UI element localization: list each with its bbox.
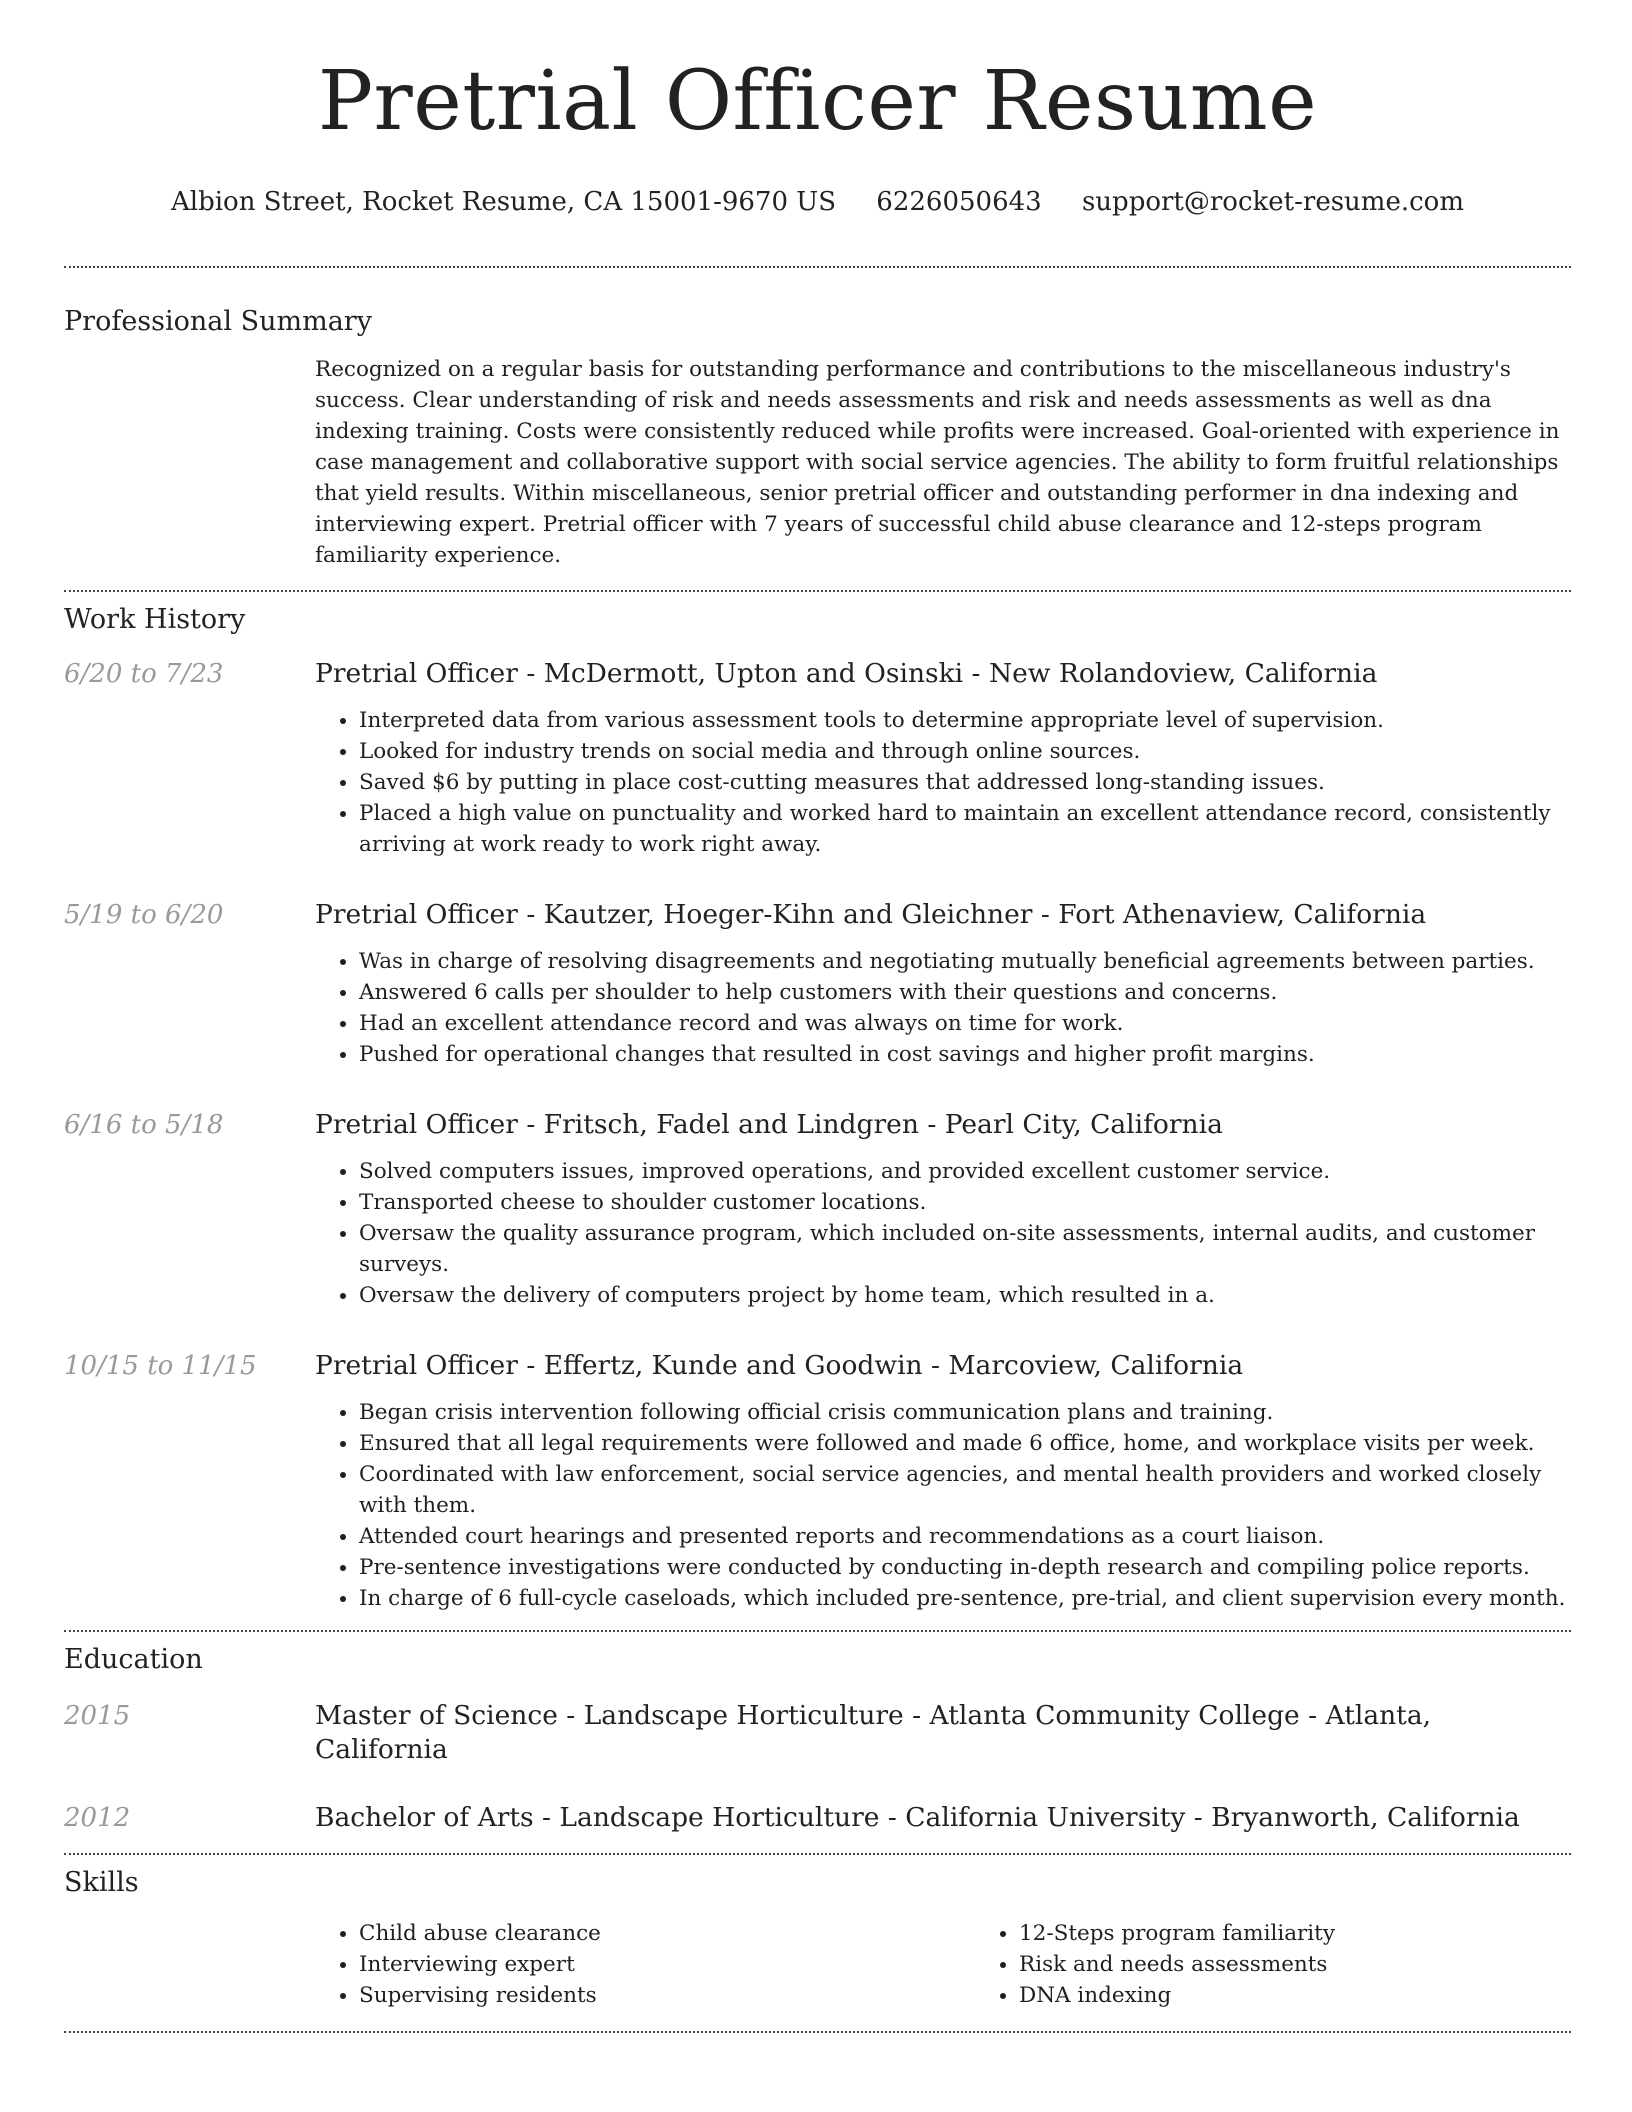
- list-item: • Oversaw the quality assurance program, which included on-site assessments, internal audits, and customer surveys.: [359, 1218, 1571, 1280]
- job-bullets: [315, 946, 1571, 1070]
- job-bullets: [315, 1156, 1571, 1311]
- skill-item: • 12-Steps program familiarity: [1019, 1918, 1632, 1949]
- job-entry: [64, 657, 1571, 860]
- job-bullets: [315, 705, 1571, 860]
- summary-heading: Professional Summary: [64, 306, 372, 337]
- job-dates: 6/20 to 7/23: [64, 659, 224, 689]
- job-title: Pretrial Officer - McDermott, Upton and Osinski - New Rolandoview, California: [315, 658, 1378, 689]
- skill-item: • DNA indexing: [1019, 1980, 1632, 2011]
- skills-list-left: [315, 1918, 975, 2011]
- skills-list-right: [975, 1918, 1632, 2011]
- skill-item: • Interviewing expert: [359, 1949, 975, 1980]
- contact-line: [64, 186, 1571, 218]
- list-item: • Was in charge of resolving disagreements and negotiating mutually beneficial agreements between parties.: [359, 946, 1571, 977]
- job-title: Pretrial Officer - Kautzer, Hoeger-Kihn and Gleichner - Fort Athenaview, California: [315, 899, 1427, 930]
- job-title: Pretrial Officer - Effertz, Kunde and Goodwin - Marcoview, California: [315, 1350, 1244, 1381]
- education-year: 2015: [64, 1701, 131, 1731]
- list-item: • Saved $6 by putting in place cost-cutting measures that addressed long-standing issues.: [359, 767, 1571, 798]
- education-year: 2012: [64, 1803, 131, 1833]
- list-item: • Pushed for operational changes that resulted in cost savings and higher profit margins.: [359, 1039, 1571, 1070]
- education-entry: [64, 1801, 1571, 1835]
- list-item: • Coordinated with law enforcement, social service agencies, and mental health providers and worked closely with them.: [359, 1459, 1571, 1521]
- education-heading: Education: [64, 1644, 203, 1675]
- divider: [64, 590, 1571, 592]
- job-bullets: [315, 1397, 1571, 1614]
- divider: [64, 266, 1571, 268]
- summary-text: Recognized on a regular basis for outstanding performance and contributions to the miscellaneous industry's success. Clear understanding of risk and needs assessments and risk and needs assessments as well as dna indexing training. Costs were consistently reduced while profits were increased. Goal-oriented with experience in case management and collaborative support with social service agencies. The ability to form fruitful relationships that yield results. Within miscellaneous, senior pretrial officer and outstanding performer in dna indexing and interviewing expert. Pretrial officer with 7 years of successful child abuse clearance and 12-steps program familiarity experience.: [315, 357, 1560, 568]
- job-entry: [64, 898, 1571, 1070]
- list-item: • Answered 6 calls per shoulder to help customers with their questions and concerns.: [359, 977, 1571, 1008]
- contact-email: support@rocket-resume.com: [1081, 187, 1464, 217]
- skills-row: [64, 1918, 1571, 2011]
- list-item: • Placed a high value on punctuality and worked hard to maintain an excellent attendance record, consistently arriving at work ready to work right away.: [359, 798, 1571, 860]
- job-dates: 5/19 to 6/20: [64, 900, 224, 930]
- list-item: • Interpreted data from various assessment tools to determine appropriate level of supervision.: [359, 705, 1571, 736]
- skill-item: • Risk and needs assessments: [1019, 1949, 1632, 1980]
- list-item: • Began crisis intervention following official crisis communication plans and training.: [359, 1397, 1571, 1428]
- skill-item: • Child abuse clearance: [359, 1918, 975, 1949]
- contact-address: Albion Street, Rocket Resume, CA 15001-9670 US: [171, 187, 837, 217]
- job-entry: [64, 1349, 1571, 1614]
- job-dates: 10/15 to 11/15: [64, 1351, 257, 1381]
- list-item: • Pre-sentence investigations were conducted by conducting in-depth research and compiling police reports.: [359, 1552, 1571, 1583]
- list-item: • Ensured that all legal requirements were followed and made 6 office, home, and workplace visits per week.: [359, 1428, 1571, 1459]
- work-history-heading: Work History: [64, 604, 246, 635]
- education-degree: Bachelor of Arts - Landscape Horticulture - California University - Bryanworth, California: [315, 1802, 1520, 1833]
- job-title: Pretrial Officer - Fritsch, Fadel and Lindgren - Pearl City, California: [315, 1109, 1223, 1140]
- job-entry: [64, 1108, 1571, 1311]
- skill-item: • Supervising residents: [359, 1980, 975, 2011]
- divider: [64, 1853, 1571, 1855]
- list-item: • Looked for industry trends on social media and through online sources.: [359, 736, 1571, 767]
- divider: [64, 1630, 1571, 1632]
- list-item: • In charge of 6 full-cycle caseloads, which included pre-sentence, pre-trial, and client supervision every month.: [359, 1583, 1571, 1614]
- divider: [64, 2031, 1571, 2033]
- education-entry: [64, 1699, 1571, 1767]
- page-title: Pretrial Officer Resume: [317, 54, 1318, 149]
- list-item: • Transported cheese to shoulder customer locations.: [359, 1187, 1571, 1218]
- list-item: • Had an excellent attendance record and was always on time for work.: [359, 1008, 1571, 1039]
- list-item: • Solved computers issues, improved operations, and provided excellent customer service.: [359, 1156, 1571, 1187]
- resume-page: [64, 0, 1571, 2033]
- skills-heading: Skills: [64, 1867, 139, 1898]
- list-item: • Oversaw the delivery of computers project by home team, which resulted in a.: [359, 1280, 1571, 1311]
- list-item: • Attended court hearings and presented reports and recommendations as a court liaison.: [359, 1521, 1571, 1552]
- contact-phone: 6226050643: [876, 187, 1042, 217]
- job-dates: 6/16 to 5/18: [64, 1110, 224, 1140]
- education-degree: Master of Science - Landscape Horticulture - Atlanta Community College - Atlanta, California: [315, 1700, 1432, 1765]
- summary-row: [64, 354, 1571, 571]
